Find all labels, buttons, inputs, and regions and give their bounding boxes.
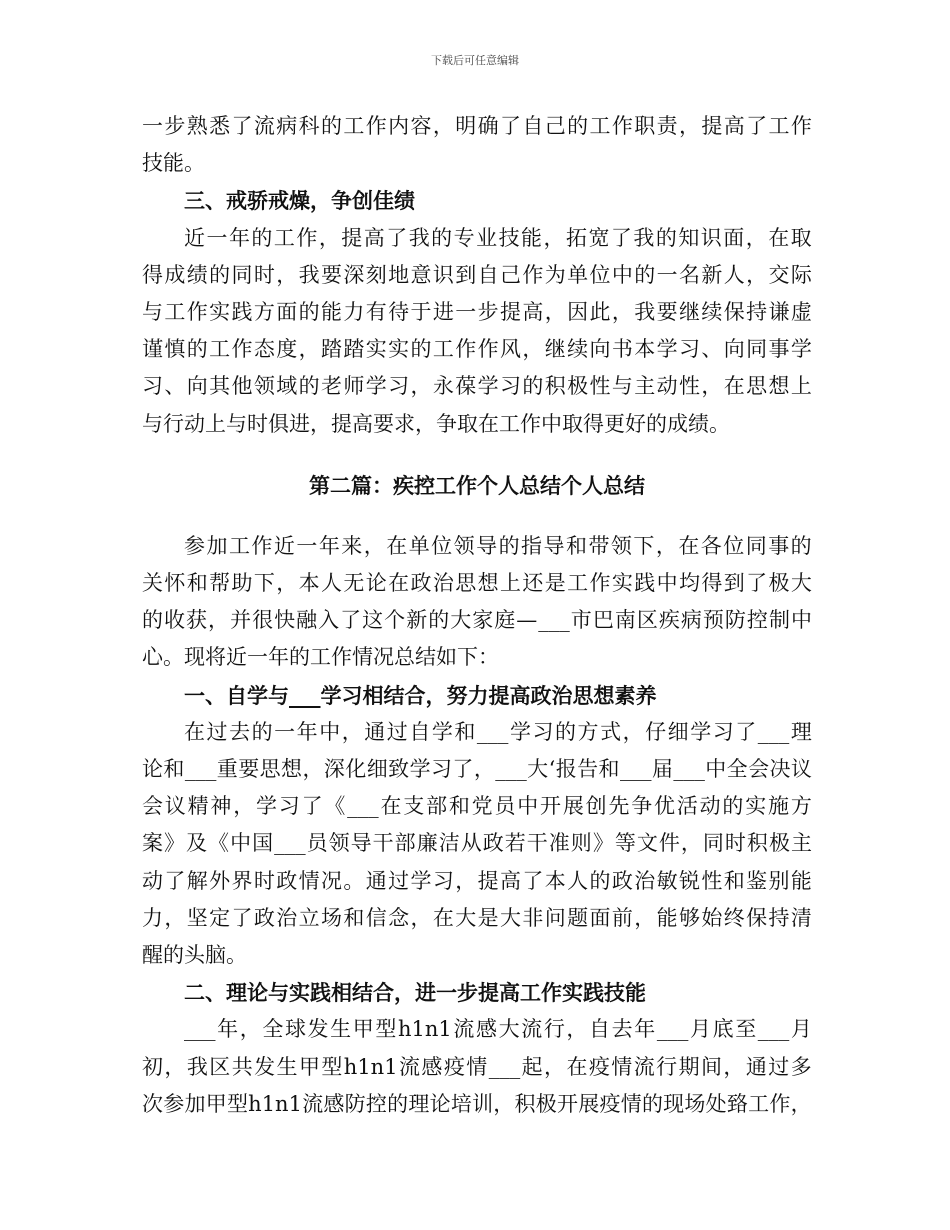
paragraph-line: 在 过 去 的 一 年 中 ， 通 过 自 学 和 ___ 学 习 的 方 式 ， 仔 细 学 习 了 ___ 理 [184, 719, 812, 744]
paragraph-line: 醒的头脑。 [142, 942, 247, 967]
paragraph-line: 得 成 绩 的 同 时 ， 我 要 深 刻 地 意 识 到 自 己 作 为 单 位 中 的 一 名 新 人 ， 交 际 [142, 262, 812, 287]
paragraph-line: 与行动上与时俱进，提高要求，争取在工作中取得更好的成绩。 [142, 411, 730, 436]
paragraph-line: 会 议 精 神 ， 学 习 了 《 ___ 在 支 部 和 党 员 中 开 展 创 先 争 优 活 动 的 实 施 方 [142, 794, 812, 819]
paragraph-line: 参 加 工 作 近 一 年 来 ， 在 单 位 领 导 的 指 导 和 带 领 下 ， 在 各 位 同 事 的 [184, 533, 812, 558]
paragraph-line: 案 》 及 《 中 国 ___ 员 领 导 干 部 廉 洁 从 政 若 干 准 则 》 等 文 件 ， 同 时 积 极 主 [142, 831, 812, 856]
section-title: 第二篇：疾控工作个人总结个人总结 [309, 472, 645, 498]
subsection-heading: 一、自学与___学习相结合，努力提高政治思想素养 [184, 682, 657, 708]
page-header: 下载后可任意编辑 [431, 54, 519, 67]
paragraph-line: 论 和 ___ 重 要 思 想 ， 深 化 细 致 学 习 了 ， ___ 大 ‘ 报 告 和 ___ 届 ___ 中 全 会 决 议 [142, 757, 812, 781]
paragraph-line: 一 步 熟 悉 了 流 病 科 的 工 作 内 容 ， 明 确 了 自 己 的 工 作 职 责 ， 提 高 了 工 作 [142, 114, 812, 138]
document-body [142, 108, 812, 1123]
paragraph-line: 动 了 解 外 界 时 政 情 况 。 通 过 学 习 ， 提 高 了 本 人 的 政 治 敏 锐 性 和 鉴 别 能 [142, 868, 812, 893]
paragraph-line: 谨 慎 的 工 作 态 度 ， 踏 踏 实 实 的 工 作 作 风 ， 继 续 向 书 本 学 习 、 向 同 事 学 [142, 337, 812, 362]
paragraph-line: 技能。 [142, 151, 205, 176]
paragraph-line: 次 参 加 甲 型 h1n1 流 感 防 控 的 理 论 培 训 ， 积 极 开 展 疫 情 的 现 场 处 臵 工 作 ， [142, 1091, 812, 1116]
paragraph-line: 与 工 作 实 践 方 面 的 能 力 有 待 于 进 一 步 提 高 ， 因 此 ， 我 要 继 续 保 持 谦 虚 [142, 299, 812, 324]
paragraph-line: ___ 年 ， 全 球 发 生 甲 型 h1n1 流 感 大 流 行 ， 自 去 年 ___ 月 底 至 ___ 月 [184, 1017, 812, 1042]
paragraph-line: 力 ， 坚 定 了 政 治 立 场 和 信 念 ， 在 大 是 大 非 问 题 面 前 ， 能 够 始 终 保 持 清 [142, 905, 812, 930]
paragraph-line: 心。现将近一年的工作情况总结如下： [142, 645, 499, 670]
paragraph-line: 关 怀 和 帮 助 下 ， 本 人 无 论 在 政 治 思 想 上 还 是 工 作 实 践 中 均 得 到 了 极 大 [142, 571, 812, 596]
paragraph-line: 初 ， 我 区 共 发 生 甲 型 h1n1 流 感 疫 情 ___ 起 ， 在 疫 情 流 行 期 间 ， 通 过 多 [142, 1054, 812, 1079]
paragraph-line: 习 、 向 其 他 领 域 的 老 师 学 习 ， 永 葆 学 习 的 积 极 性 与 主 动 性 ， 在 思 想 上 [142, 374, 812, 399]
subsection-heading: 三、戒骄戒燥，争创佳绩 [184, 188, 415, 214]
subsection-heading: 二、理论与实践相结合，进一步提高工作实践技能 [184, 980, 646, 1006]
paragraph-line: 近 一 年 的 工 作 ， 提 高 了 我 的 专 业 技 能 ， 拓 宽 了 我 的 知 识 面 ， 在 取 [184, 225, 812, 250]
paragraph-line: 的 收 获 ， 并 很 快 融 入 了 这 个 新 的 大 家 庭 — ___ 市 巴 南 区 疾 病 预 防 控 制 中 [142, 608, 812, 633]
